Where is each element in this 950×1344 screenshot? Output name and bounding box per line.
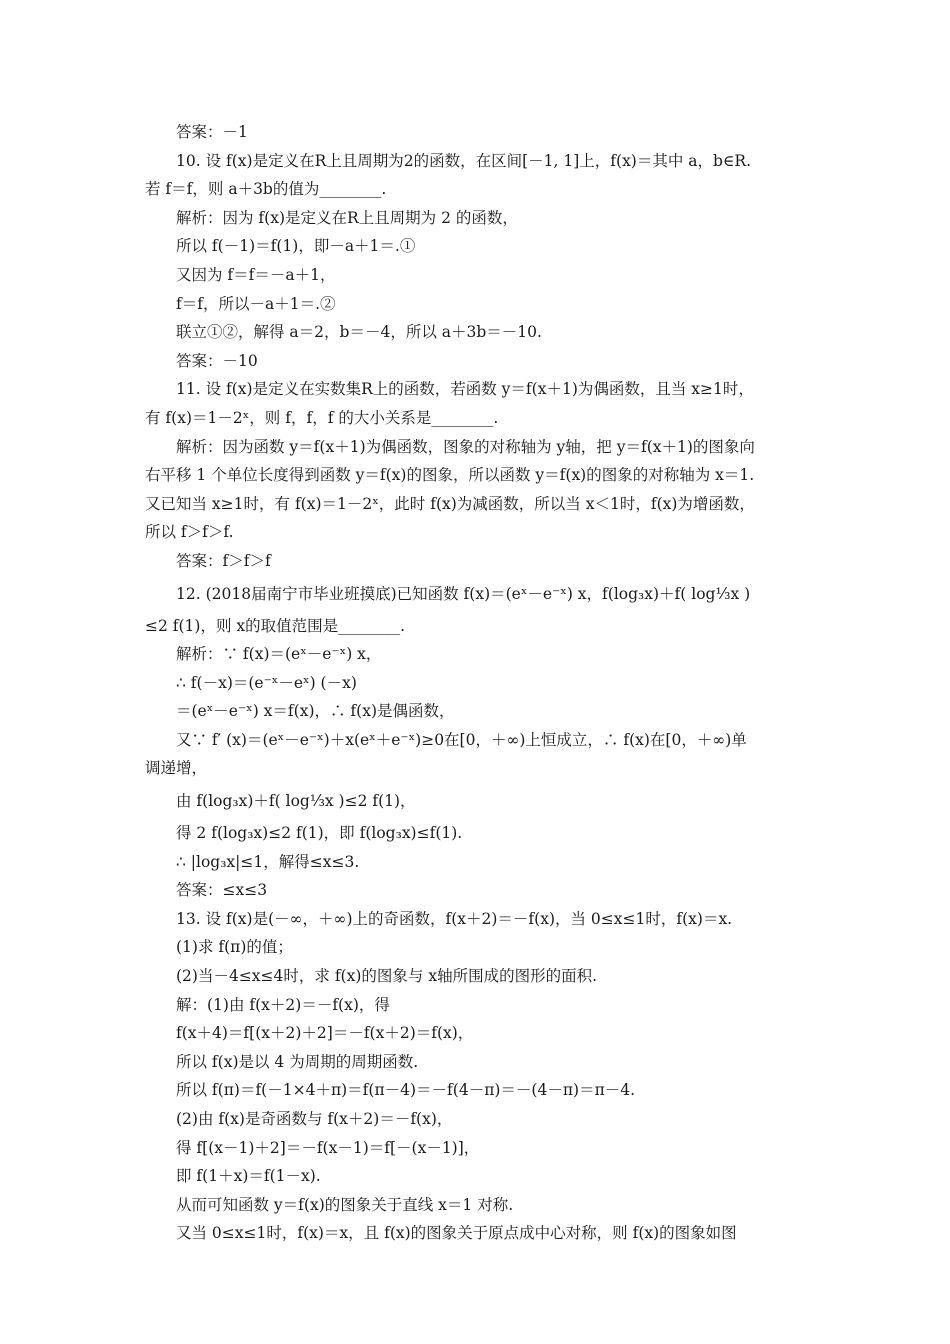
text-line: 即 f(1＋x)＝f(1－x). (176, 1167, 321, 1186)
text-line: 右平移 1 个单位长度得到函数 y＝f(x)的图象，所以函数 y＝f(x)的图象的对称轴为 x＝1. (145, 466, 755, 485)
text-line: 解析：因为函数 y＝f(x＋1)为偶函数，图象的对称轴为 y轴，把 y＝f(x＋1)的图象向 (176, 437, 755, 456)
text-line: 13. 设 f(x)是(－∞，＋∞)上的奇函数，f(x＋2)＝－f(x)，当 0≤x≤1时，f(x)＝x. (176, 909, 733, 928)
text-line: 得 f[(x－1)＋2]＝－f(x－1)＝f[－(x－1)]， (176, 1138, 480, 1157)
text-line: 解析：因为 f(x)是定义在R上且周期为 2 的函数， (176, 208, 518, 227)
text-line: 又当 0≤x≤1时，f(x)＝x，且 f(x)的图象关于原点成中心对称，则 f(x)的图象如图 (176, 1224, 737, 1243)
text-line: 由 f(log₃x)＋f( log⅓x )≤2 f(1)， (176, 792, 416, 811)
text-line: f(x＋4)＝f[(x＋2)＋2]＝－f(x＋2)＝f(x)， (176, 1024, 474, 1043)
text-line: 12. (2018届南宁市毕业班摸底)已知函数 f(x)＝(eˣ－e⁻ˣ) x，f(log₃x)＋f( log⅓x ) (176, 584, 751, 603)
text-line: 答案：f＞f＞f (176, 551, 271, 570)
text-line: f＝f，所以－a＋1＝.② (176, 294, 336, 313)
text-line: 所以 f(x)是以 4 为周期的周期函数. (176, 1052, 419, 1071)
text-line: (1)求 f(π)的值； (176, 938, 293, 957)
text-line: 10. 设 f(x)是定义在R上且周期为2的函数，在区间[－1, 1]上，f(x)＝其中 a，b∈R. (176, 151, 752, 170)
text-line: 答案：≤x≤3 (176, 881, 268, 900)
text-line: 若 f＝f，则 a＋3b的值为________. (145, 180, 387, 199)
text-line: ＝(eˣ－e⁻ˣ) x＝f(x)，∴ f(x)是偶函数， (176, 702, 455, 721)
text-line: (2)当－4≤x≤4时，求 f(x)的图象与 x轴所围成的图形的面积. (176, 967, 597, 986)
text-line: 联立①②，解得 a＝2，b＝－4，所以 a＋3b＝－10. (176, 323, 542, 342)
text-line: 所以 f(π)＝f(－1×4＋π)＝f(π－4)＝－f(4－π)＝－(4－π)＝π－4. (176, 1081, 636, 1100)
text-line: 解析：∵ f(x)＝(eˣ－e⁻ˣ) x， (176, 645, 382, 664)
solution-text (145, 118, 810, 1248)
text-line: 所以 f＞f＞f. (145, 523, 234, 542)
text-line: (2)由 f(x)是奇函数与 f(x＋2)＝－f(x)， (176, 1110, 453, 1128)
text-line: 从而可知函数 y＝f(x)的图象关于直线 x＝1 对称. (176, 1195, 514, 1214)
text-line: 得 2 f(log₃x)≤2 f(1)，即 f(log₃x)≤f(1). (176, 824, 463, 843)
text-line: 答案：－10 (176, 351, 258, 370)
text-line: ∴ f(－x)＝(e⁻ˣ－eˣ) (－x) (176, 673, 357, 692)
text-line: 调递增， (145, 759, 208, 778)
text-line: ∴ |log₃x|≤1，解得≤x≤3. (176, 852, 360, 871)
text-line: 有 f(x)＝1－2ˣ，则 f，f，f 的大小关系是________. (145, 408, 499, 427)
text-line: 又已知当 x≥1时，有 f(x)＝1－2ˣ，此时 f(x)为减函数，所以当 x＜1时，f(x)为增函数， (145, 494, 755, 513)
text-line: 又因为 f＝f＝－a＋1， (176, 265, 336, 284)
text-line: 所以 f(－1)＝f(1)，即－a＋1＝.① (176, 237, 416, 256)
text-line: 11. 设 f(x)是定义在实数集R上的函数，若函数 y＝f(x＋1)为偶函数，且当 x≥1时， (176, 380, 754, 399)
text-line: ≤2 f(1)，则 x的取值范围是________. (145, 616, 406, 635)
text-line: 解：(1)由 f(x＋2)＝－f(x)，得 (176, 995, 390, 1014)
text-line: 又∵ f′ (x)＝(eˣ－e⁻ˣ)＋x(eˣ＋e⁻ˣ)≥0在[0，＋∞)上恒成立，∴ f(x)在[0，＋∞)单 (176, 730, 747, 749)
text-line: 答案：－1 (176, 123, 248, 141)
